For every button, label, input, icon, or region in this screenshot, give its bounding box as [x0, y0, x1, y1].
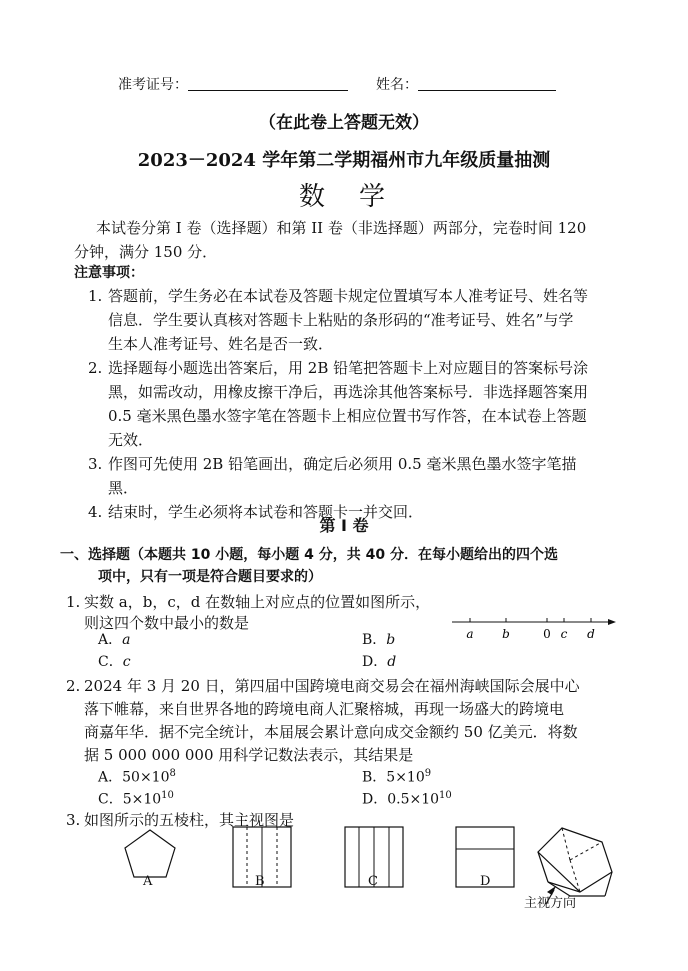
- note-number: 1.: [88, 287, 103, 305]
- section-heading-line-2: 项中，只有一项是符合题目要求的）: [98, 569, 322, 585]
- name-blank[interactable]: [418, 74, 556, 91]
- prism-hidden-edge: [562, 828, 570, 860]
- q1-number: 1.: [66, 593, 81, 611]
- note-line: 作图可先使用 2B 铅笔画出，确定后必须用 0.5 毫米黑色墨水签字笔描: [108, 455, 577, 473]
- q1-line-1: 实数 a，b，c，d 在数轴上对应点的位置如图所示，: [84, 593, 431, 611]
- exam-title: 2023－2024 学年第二学期福州市九年级质量抽测: [137, 150, 551, 171]
- q2-option-c[interactable]: C．$5\times 10^{10}$: [98, 790, 174, 808]
- label-d: d: [587, 627, 595, 641]
- label-c: c: [560, 627, 568, 641]
- q2-option-a[interactable]: A．$50\times 10^8$: [98, 768, 176, 786]
- q2-number: 2.: [66, 677, 81, 695]
- figure-label-a: A: [143, 874, 153, 889]
- name-label: 姓名：: [376, 77, 418, 93]
- name-row: [376, 74, 556, 96]
- note-number: 2.: [88, 359, 103, 377]
- note-line: 0.5 毫米黑色墨水签字笔在答题卡上相应位置书写作答，在本试卷上答题: [108, 407, 587, 425]
- q1-option-a[interactable]: A．a: [98, 632, 131, 648]
- q1-line-2: 则这四个数中最小的数是: [84, 614, 250, 632]
- note-item: [74, 284, 634, 356]
- intro-line-2: 分钟，满分 150 分．: [74, 243, 218, 261]
- exam-id-label: 准考证号：: [118, 77, 188, 93]
- label-b: b: [502, 627, 510, 641]
- note-number: 3.: [88, 455, 103, 473]
- note-line: 结束时，学生必须将本试卷和答题卡一并交回．: [108, 503, 424, 521]
- q3-number: 3.: [66, 811, 81, 829]
- label-zero: 0: [543, 627, 551, 641]
- invalid-note: （在此卷上答题无效）: [259, 113, 429, 133]
- note-line: 选择题每小题选出答案后，用 2B 铅笔把答题卡上对应题目的答案标号涂: [108, 359, 589, 377]
- option-a-pentagon: [125, 830, 175, 877]
- note-item: [74, 356, 634, 452]
- note-line: 无效．: [108, 431, 154, 449]
- q2-line: 据 5 000 000 000 用科学记数法表示，其结果是: [84, 746, 414, 764]
- q2-option-d[interactable]: D．$0.5\times 10^{10}$: [362, 790, 452, 808]
- section-heading-prefix: 一、选择题: [60, 547, 130, 563]
- note-line: 信息．学生要认真核对答题卡上粘贴的条形码的“准考证号、姓名”与学: [108, 311, 574, 329]
- number-line-arrow: [608, 619, 616, 625]
- notes-list: [74, 284, 634, 524]
- prism-hidden-edge: [570, 842, 602, 860]
- exam-id-row: [118, 74, 348, 96]
- q2-line: 商嘉年华．据不完全统计，本届展会累计意向成交金额约 50 亿美元．将数: [84, 723, 578, 741]
- q1-option-b[interactable]: B．b: [362, 632, 396, 648]
- intro-line-1: 本试卷分第 I 卷（选择题）和第 II 卷（非选择题）两部分，完卷时间 120: [96, 219, 587, 237]
- section-heading-line-1: （本题共 10 小题，每小题 4 分，共 40 分．在每小题给出的四个选: [130, 547, 558, 563]
- exam-id-blank[interactable]: [188, 74, 348, 91]
- q2-line: 2024 年 3 月 20 日，第四届中国跨境电商交易会在福州海峡国际会展中心: [84, 677, 580, 695]
- q3-line-1: 如图所示的五棱柱，其主视图是: [84, 811, 295, 829]
- q2-line: 落下帷幕，来自世界各地的跨境电商人汇聚榕城，再现一场盛大的跨境电: [84, 700, 565, 718]
- figure-label-b: B: [255, 874, 265, 889]
- figure-label-c: C: [368, 874, 378, 889]
- section-heading: [60, 544, 558, 566]
- view-direction-label: 主视方向: [524, 896, 577, 911]
- number-line-figure: [450, 612, 620, 646]
- note-line: 生本人准考证号、姓名是否一致．: [108, 335, 334, 353]
- subject-title: 数 学: [298, 182, 389, 212]
- note-line: 黑．: [108, 479, 139, 497]
- figure-label-d: D: [480, 874, 491, 889]
- note-item: [74, 452, 634, 500]
- note-number: 4.: [88, 503, 103, 521]
- q1-option-d[interactable]: D．d: [362, 654, 397, 670]
- q1-option-c[interactable]: C．c: [98, 654, 131, 670]
- note-line: 答题前，学生务必在本试卷及答题卡规定位置填写本人准考证号、姓名等: [108, 287, 589, 305]
- q2-option-b[interactable]: B．$5\times 10^9$: [362, 768, 432, 786]
- label-a: a: [466, 627, 474, 641]
- note-line: 黑，如需改动，用橡皮擦干净后，再选涂其他答案标号．非选择题答案用: [108, 383, 589, 401]
- notes-heading: 注意事项：: [74, 265, 144, 281]
- section-title: 第 I 卷: [319, 516, 369, 535]
